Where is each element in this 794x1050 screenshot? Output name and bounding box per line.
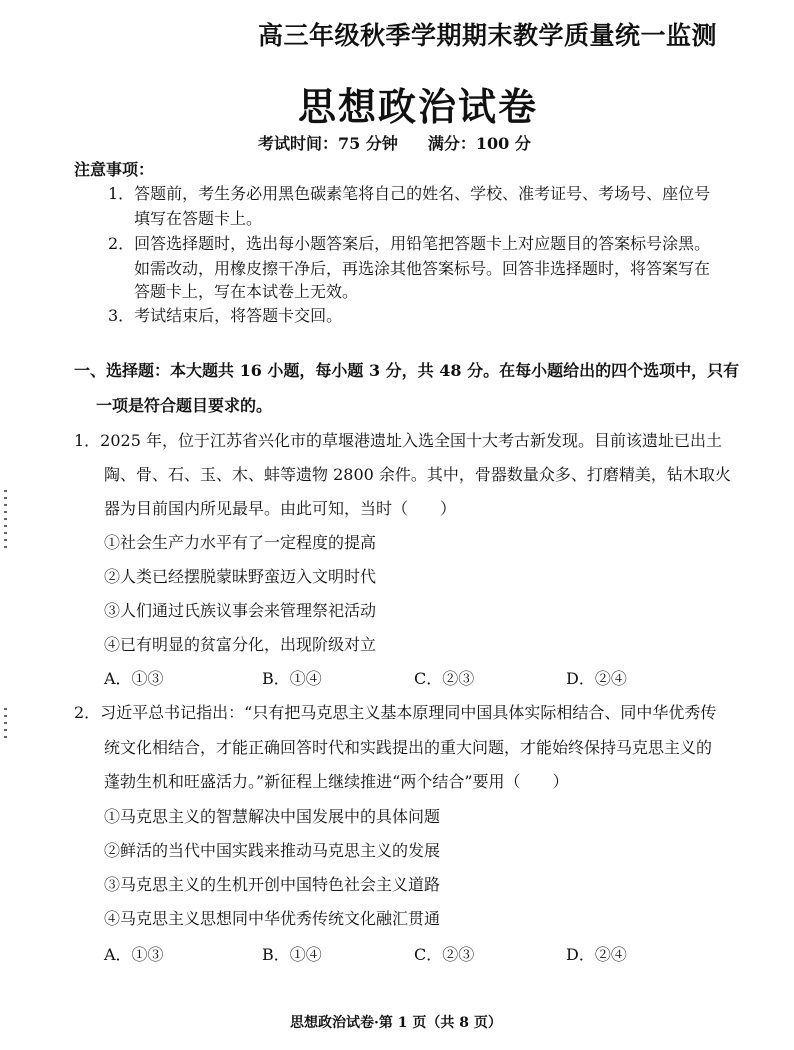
question-stem-line: 器为目前国内所见最早。由此可知，当时（ ）	[104, 499, 457, 518]
statement: ①马克思主义的智慧解决中国发展中的具体问题	[104, 807, 441, 826]
question-stem-line: 蓬勃生机和旺盛活力。”新征程上继续推进“两个结合”要用（ ）	[104, 772, 569, 791]
note-line: 2．回答选择题时，选出每小题答案后，用铅笔把答题卡上对应题目的答案标号涂黑。	[108, 234, 711, 253]
option-b: B．①④	[262, 669, 322, 688]
note-line: 填写在答题卡上。	[134, 209, 263, 228]
section-heading-cont: 一项是符合题目要求的。	[96, 396, 273, 415]
note-line: 答题卡上，写在本试卷上无效。	[134, 282, 359, 301]
page-footer: 思想政治试卷·第 1 页（共 8 页）	[290, 1015, 502, 1031]
exam-time: 考试时间：75 分钟	[258, 134, 398, 153]
exam-title: 高三年级秋季学期期末教学质量统一监测	[258, 21, 718, 50]
statement: ④马克思主义思想同中华优秀传统文化融汇贯通	[104, 909, 441, 928]
note-line: 1．答题前，考生务必用黑色碳素笔将自己的姓名、学校、准考证号、考场号、座位号	[108, 184, 711, 203]
subject-title: 思想政治试卷	[298, 84, 539, 129]
question-stem-line: 2．习近平总书记指出：“只有把马克思主义基本原理同中国具体实际相结合、同中华优秀传	[74, 703, 717, 722]
question-stem-line: 统文化相结合，才能正确回答时代和实践提出的重大问题，才能始终保持马克思主义的	[104, 738, 713, 757]
note-line: 3．考试结束后，将答题卡交回。	[108, 306, 343, 325]
exam-info	[258, 131, 531, 154]
full-score: 满分：100 分	[427, 134, 531, 153]
option-c: C．②③	[414, 945, 475, 964]
question-stem-line: 1．2025 年，位于江苏省兴化市的草堰港遗址入选全国十大考古新发现。目前该遗址已出土	[74, 431, 722, 450]
option-b: B．①④	[262, 945, 322, 964]
binding-line-marks	[4, 708, 8, 743]
binding-line-marks	[4, 490, 8, 553]
option-a: A．①③	[104, 945, 164, 964]
statement: ③人们通过氏族议事会来管理祭祀活动	[104, 601, 377, 620]
statement: ②鲜活的当代中国实践来推动马克思主义的发展	[104, 841, 441, 860]
option-d: D．②④	[566, 945, 627, 964]
option-c: C．②③	[414, 669, 475, 688]
option-a: A．①③	[104, 669, 164, 688]
question-stem-line: 陶、骨、石、玉、木、蚌等遗物 2800 余件。其中，骨器数量众多、打磨精美，钻木取火	[104, 465, 731, 484]
statement: ③马克思主义的生机开创中国特色社会主义道路	[104, 875, 441, 894]
notes-heading: 注意事项：	[74, 160, 155, 179]
note-line: 如需改动，用橡皮擦干净后，再选涂其他答案标号。回答非选择题时，将答案写在	[134, 259, 711, 278]
option-d: D．②④	[566, 669, 627, 688]
section-heading: 一、选择题：本大题共 16 小题，每小题 3 分，共 48 分。在每小题给出的四个选项中，只有	[74, 361, 740, 380]
statement: ①社会生产力水平有了一定程度的提高	[104, 533, 377, 552]
statement: ②人类已经摆脱蒙昧野蛮迈入文明时代	[104, 567, 377, 586]
statement: ④已有明显的贫富分化，出现阶级对立	[104, 635, 377, 654]
